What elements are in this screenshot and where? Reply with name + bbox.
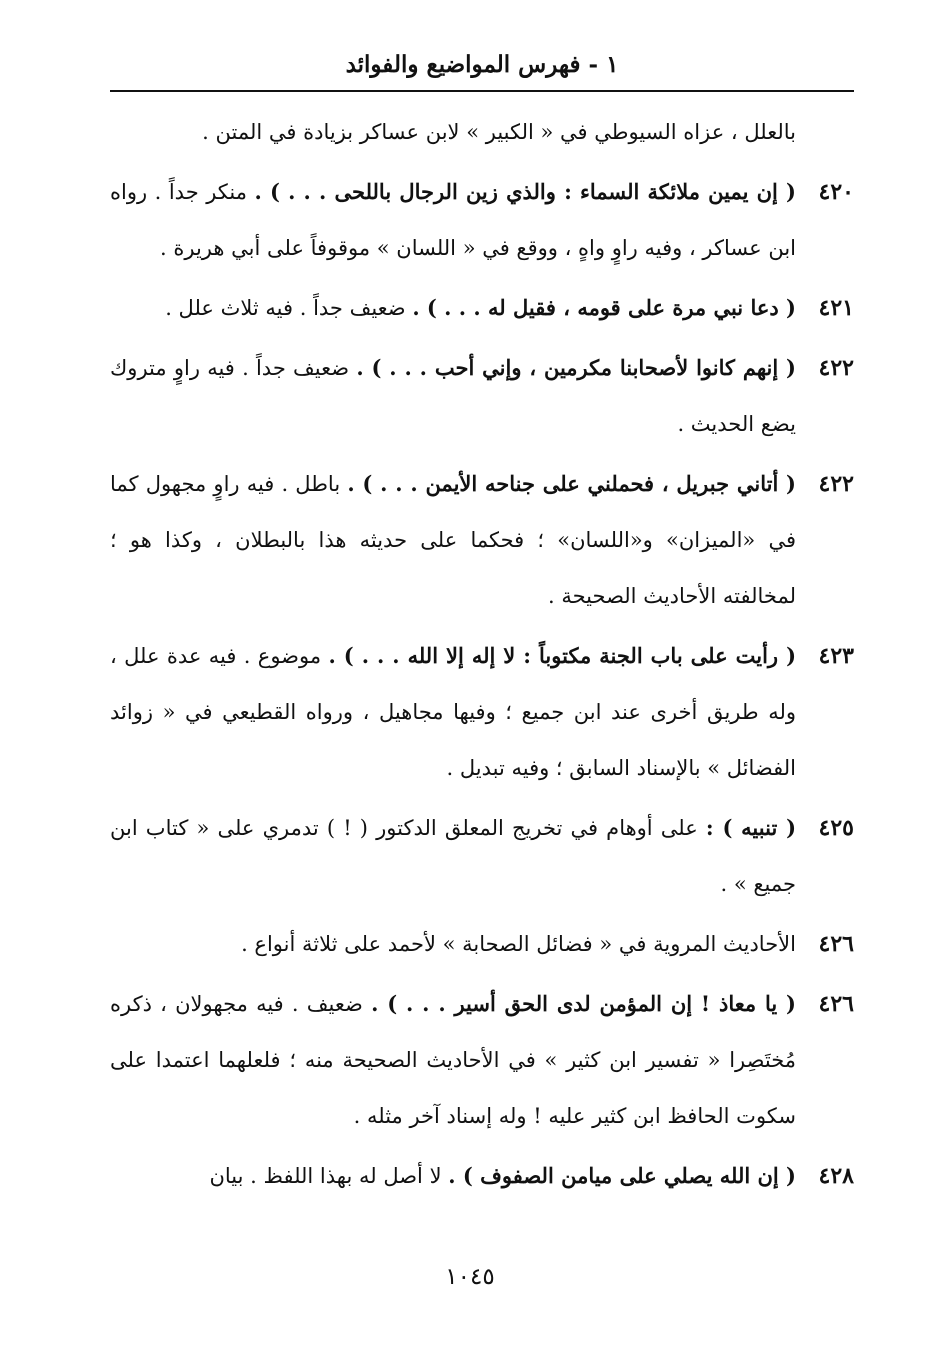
continuation-line xyxy=(110,104,854,160)
entry-body: ضعيف . فيه مجهولان ، ذكره مُختَصِرا « تفسير ابن كثير » في الأحاديث الصحيحة منه ؛ فلعلهما اعتمدا على سكوت الحافظ ابن كثير عليه ! وله إسناد آخر مثله . xyxy=(110,992,796,1128)
entry-text xyxy=(110,976,796,1144)
entry-text xyxy=(110,800,796,912)
index-entry xyxy=(110,976,854,1144)
entry-body: على أوهام في تخريج المعلق الدكتور ( ! ) تدمري على « كتاب ابن جميع » . xyxy=(110,816,796,896)
index-entry xyxy=(110,916,854,972)
running-head: ١ - فهرس المواضيع والفوائد xyxy=(345,51,619,78)
entry-title: ( يا معاذ ! إن المؤمن لدى الحق أسير . . . ) . xyxy=(371,991,796,1016)
entry-text xyxy=(110,916,796,972)
entry-body: موضوع . فيه عدة علل ، وله طريق أخرى عند ابن جميع ؛ وفيها مجاهيل ، ورواه القطيعي في « زوائد الفضائل » بالإسناد السابق ؛ وفيه تبديل . xyxy=(110,644,796,780)
index-entry xyxy=(110,628,854,796)
entry-title: ( أتاني جبريل ، فحملني على جناحه الأيمن . . . ) . xyxy=(347,471,796,496)
entry-title: ( دعا نبي مرة على قومه ، فقيل له . . . ) . xyxy=(412,295,796,320)
entry-page-number: ٤٢٢ xyxy=(818,471,854,497)
entry-text xyxy=(110,164,796,276)
entry-text xyxy=(110,340,796,452)
index-entry xyxy=(110,1148,854,1204)
entry-body: باطل . فيه راوٍ مجهول كما في «الميزان» و«اللسان» ؛ فحكما على حديثه هذا بالبطلان ، وكذا هو ؛ لمخالفته الأحاديث الصحيحة . xyxy=(110,472,796,608)
continuation-text: بالعلل ، عزاه السيوطي في « الكبير » لابن عساكر بزيادة في المتن . xyxy=(202,120,796,144)
index-entry xyxy=(110,280,854,336)
index-entry xyxy=(110,456,854,624)
entry-text xyxy=(110,280,796,336)
entry-body: الأحاديث المروية في « فضائل الصحابة » لأحمد على ثلاثة أنواع . xyxy=(241,932,796,956)
index-entry xyxy=(110,800,854,912)
entry-page-number: ٤٢٢ xyxy=(818,355,854,381)
entry-body: لا أصل له بهذا اللفظ . بيان xyxy=(209,1164,449,1188)
entry-title: ( تنبيه ) : xyxy=(705,815,797,840)
index-entries xyxy=(110,104,854,1208)
entry-title: ( رأيت على باب الجنة مكتوباً : لا إله إلا الله . . . ) . xyxy=(328,643,797,668)
entry-page-number: ٤٢٣ xyxy=(818,643,854,669)
entry-text xyxy=(110,628,796,796)
entry-page-number: ٤٢٨ xyxy=(818,1163,854,1189)
page-number: ١٠٤٥ xyxy=(445,1264,495,1290)
entry-text xyxy=(110,1148,796,1204)
entry-page-number: ٤٢٥ xyxy=(818,815,854,841)
entry-title: ( إنهم كانوا لأصحابنا مكرمين ، وإني أحب . . . ) . xyxy=(356,355,796,380)
entry-title: ( إن الله يصلي على ميامن الصفوف ) . xyxy=(448,1163,796,1188)
entry-page-number: ٤٢٦ xyxy=(818,931,854,957)
entry-page-number: ٤٢٦ xyxy=(818,991,854,1017)
entry-text xyxy=(110,456,796,624)
header-rule xyxy=(110,90,854,92)
entry-body: ضعيف جداً . فيه راوٍ متروك يضع الحديث . xyxy=(110,356,796,436)
index-entry xyxy=(110,164,854,276)
entry-body: منكر جداً . رواه ابن عساكر ، وفيه راوٍ واهٍ ، ووقع في « اللسان » موقوفاً على أبي هريرة . xyxy=(110,180,796,260)
entry-page-number: ٤٢٠ xyxy=(818,179,854,205)
entry-body: ضعيف جداً . فيه ثلاث علل . xyxy=(165,296,413,320)
index-entry xyxy=(110,340,854,452)
entry-page-number: ٤٢١ xyxy=(818,295,854,321)
entry-title: ( إن يمين ملائكة السماء : والذي زين الرجال باللحى . . . ) . xyxy=(254,179,796,204)
